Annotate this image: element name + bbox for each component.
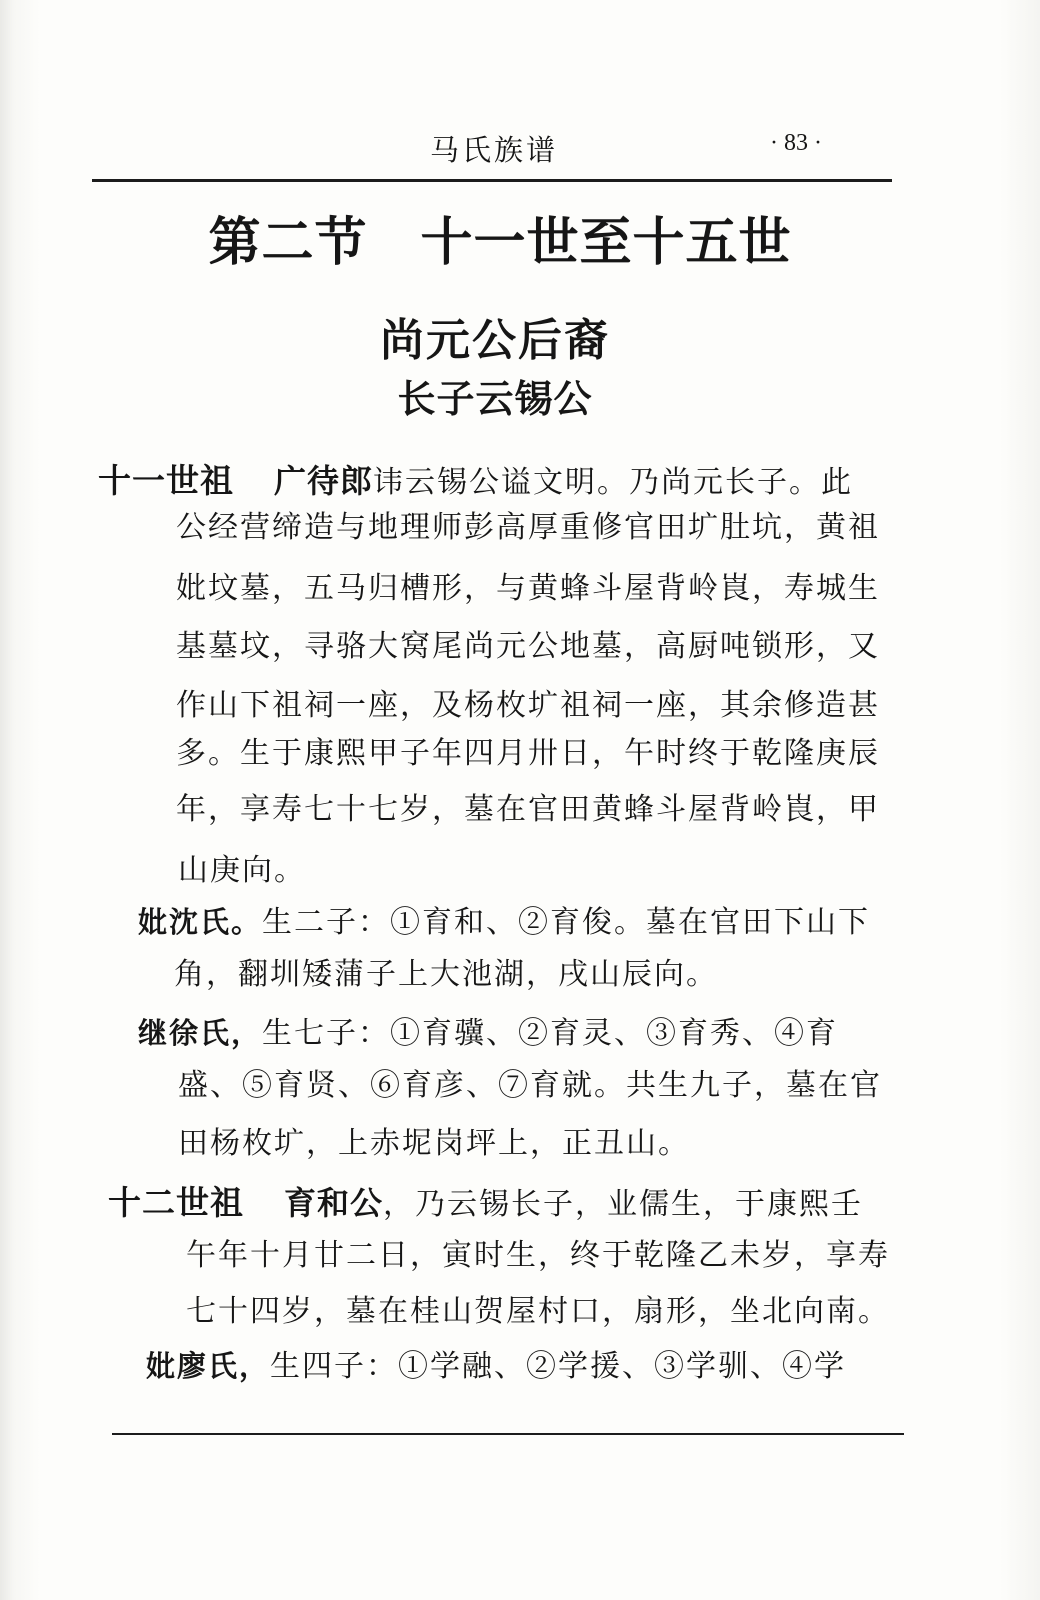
entry-text-line: 七十四岁，墓在桂山贺屋村口，扇形，坐北向南。 (186, 1294, 890, 1329)
entry-text-line: 田杨枚圹，上赤坭岗坪上，正丑山。 (178, 1126, 690, 1161)
entry-text-line: 午年十月廿二日，寅时生，终于乾隆乙未岁，享寿 (186, 1238, 890, 1273)
page-number: · 83 · (770, 130, 822, 156)
wife-entry-line (146, 1346, 846, 1386)
entry-text: 生四子：①学融、②学援、③学驯、④学 (270, 1349, 847, 1384)
branch-title: 长子云锡公 (397, 377, 593, 421)
entry-text: 讳云锡公谥文明。乃尚元长子。此 (373, 465, 854, 500)
generation-label: 十二世祖 (108, 1183, 244, 1222)
entry-text-line: 盛、⑤育贤、⑥育彦、⑦育就。共生九子，墓在官 (178, 1068, 882, 1103)
entry-text: 生七子：①育骥、②育灵、③育秀、④育 (262, 1016, 839, 1051)
entry-text-line: 妣坟墓，五马归槽形，与黄蜂斗屋背岭崀，寿城生 (176, 571, 880, 606)
entry-text-line: 山庚向。 (178, 853, 306, 888)
genealogy-entry-line (98, 461, 853, 501)
entry-text-line: 多。生于康熙甲子年四月卅日，午时终于乾隆庚辰 (176, 736, 880, 771)
entry-text-line: 年，享寿七十七岁，墓在官田黄蜂斗屋背岭崀，甲 (176, 792, 880, 827)
running-head (0, 128, 1040, 168)
wife-entry-line (138, 1013, 838, 1053)
entry-text: 生二子：①育和、②育俊。墓在官田下山下 (262, 905, 871, 940)
entry-text: ，乃云锡长子，业儒生，于康熙壬 (383, 1187, 864, 1222)
book-title: 马氏族谱 (430, 133, 559, 167)
ancestor-name: 育和公 (284, 1184, 384, 1222)
entry-text-line: 公经营缔造与地理师彭高厚重修官田圹肚坑，黄祖 (176, 510, 880, 545)
wife-label: 妣沈氏。 (138, 905, 263, 939)
generation-label: 十一世祖 (98, 461, 234, 500)
wife-entry-line (138, 902, 870, 942)
ancestor-name: 广待郎 (274, 462, 374, 500)
entry-text-line: 角，翻圳矮蒲子上大池湖，戌山辰向。 (174, 957, 718, 992)
lineage-title: 尚元公后裔 (380, 315, 610, 366)
entry-text-line: 作山下祖祠一座，及杨枚圹祖祠一座，其余修造甚 (176, 688, 880, 723)
wife-label: 妣廖氏， (146, 1349, 271, 1383)
footer-rule (112, 1433, 904, 1435)
section-title: 第二节 十一世至十五世 (208, 213, 792, 273)
entry-text-line: 基墓坟，寻骆大窝尾尚元公地墓，高厨吨锁形，又 (176, 629, 880, 664)
header-rule (92, 179, 892, 182)
genealogy-entry-line (108, 1183, 863, 1223)
wife-label: 继徐氏， (138, 1016, 263, 1050)
